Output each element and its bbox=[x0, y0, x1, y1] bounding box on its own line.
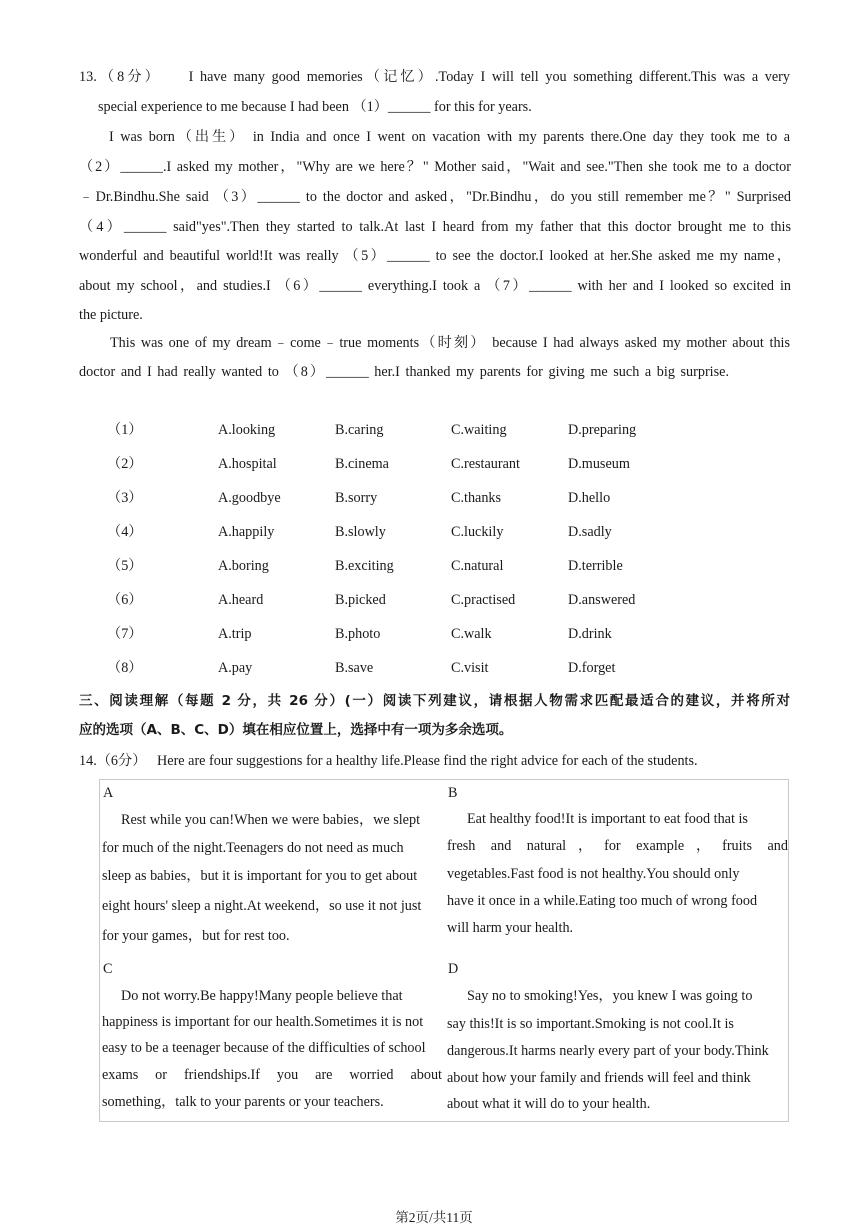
suggestion-line: Do not worry.Be happy!Many people believe that bbox=[121, 988, 403, 1004]
option-b[interactable]: B.cinema bbox=[335, 456, 389, 472]
suggestion-label: B bbox=[448, 785, 458, 801]
q13-line: ﹣Dr.Bindhu.She said （3）______ to the doctor and asked，"Dr.Bindhu，do you still remember me？" Surprised bbox=[79, 189, 791, 205]
option-b[interactable]: B.sorry bbox=[335, 490, 378, 506]
option-b[interactable]: B.save bbox=[335, 660, 374, 676]
suggestion-line: about how your family and friends will feel and think bbox=[447, 1070, 751, 1086]
option-d[interactable]: D.forget bbox=[568, 660, 616, 676]
option-b[interactable]: B.caring bbox=[335, 422, 384, 438]
option-c[interactable]: C.waiting bbox=[451, 422, 507, 438]
option-d[interactable]: D.answered bbox=[568, 592, 636, 608]
option-d[interactable]: D.preparing bbox=[568, 422, 637, 438]
suggestion-line: have it once in a while.Eating too much of wrong food bbox=[447, 893, 758, 909]
option-c[interactable]: C.luckily bbox=[451, 524, 504, 540]
suggestion-line: Eat healthy food!It is important to eat food that is bbox=[467, 811, 748, 827]
option-d[interactable]: D.terrible bbox=[568, 558, 623, 574]
option-c[interactable]: C.practised bbox=[451, 592, 516, 608]
suggestion-label: A bbox=[103, 785, 114, 801]
option-b[interactable]: B.exciting bbox=[335, 558, 394, 574]
option-c[interactable]: C.restaurant bbox=[451, 456, 520, 472]
option-b[interactable]: B.picked bbox=[335, 592, 386, 608]
option-a[interactable]: A.hospital bbox=[218, 456, 277, 472]
suggestion-line: easy to be a teenager because of the difficulties of school bbox=[102, 1040, 426, 1056]
q14-intro: 14.（6分） Here are four suggestions for a healthy life.Please find the right advice for each of the students. bbox=[79, 753, 698, 769]
option-a[interactable]: A.happily bbox=[218, 524, 275, 540]
option-b[interactable]: B.photo bbox=[335, 626, 381, 642]
suggestion-line: fresh and natural，for example，fruits and bbox=[447, 838, 788, 854]
option-a[interactable]: A.looking bbox=[218, 422, 276, 438]
q13-line: doctor and I had really wanted to （8）______ her.I thanked my parents for giving me such a big surprise. bbox=[79, 364, 729, 380]
option-number: （3） bbox=[107, 490, 143, 506]
q13-line: about my school，and studies.I （6）______ everything.I took a （7）______ with her and I looked so excited in bbox=[79, 278, 791, 294]
q13-line: special experience to me because I had been （1）______ for this for years. bbox=[98, 99, 532, 115]
q13-line: wonderful and beautiful world!It was really （5）______ to see the doctor.I looked at her.She asked me my name， bbox=[79, 248, 791, 264]
option-a[interactable]: A.boring bbox=[218, 558, 269, 574]
option-number: （6） bbox=[107, 592, 143, 608]
section-heading-line: 三、阅读理解（每题 2 分，共 26 分）(一）阅读下列建议，请根据人物需求匹配最适合的建议，并将所对 bbox=[79, 693, 790, 709]
suggestion-line: happiness is important for our health.Sometimes it is not bbox=[102, 1014, 424, 1030]
suggestion-line: vegetables.Fast food is not healthy.You should only bbox=[447, 866, 740, 882]
option-a[interactable]: A.heard bbox=[218, 592, 264, 608]
option-c[interactable]: C.visit bbox=[451, 660, 489, 676]
section-heading-line: 应的选项（A、B、C、D）填在相应位置上，选择中有一项为多余选项。 bbox=[79, 722, 513, 738]
option-number: （1） bbox=[107, 422, 143, 438]
option-d[interactable]: D.drink bbox=[568, 626, 612, 642]
option-d[interactable]: D.sadly bbox=[568, 524, 612, 540]
option-c[interactable]: C.thanks bbox=[451, 490, 502, 506]
suggestion-line: Rest while you can!When we were babies，we slept bbox=[121, 812, 421, 828]
option-number: （4） bbox=[107, 524, 143, 540]
suggestion-line: for much of the night.Teenagers do not need as much bbox=[102, 840, 404, 856]
q13-line: I was born（出生） in India and once I went on vacation with my parents there.One day they took me to a bbox=[109, 129, 790, 145]
q13-line: 13.（8分） I have many good memories（记忆）.Today I will tell you something different.This was a very bbox=[79, 69, 790, 85]
q13-line: the picture. bbox=[79, 307, 143, 323]
suggestion-line: sleep as babies，but it is important for you to get about bbox=[102, 868, 418, 884]
option-a[interactable]: A.pay bbox=[218, 660, 253, 676]
suggestion-line: something，talk to your parents or your teachers. bbox=[102, 1094, 384, 1110]
option-a[interactable]: A.trip bbox=[218, 626, 252, 642]
option-c[interactable]: C.natural bbox=[451, 558, 504, 574]
suggestion-line: exams or friendships.If you are worried about bbox=[102, 1067, 442, 1083]
option-b[interactable]: B.slowly bbox=[335, 524, 386, 540]
option-a[interactable]: A.goodbye bbox=[218, 490, 281, 506]
suggestion-line: eight hours' sleep a night.At weekend，so use it not just bbox=[102, 898, 422, 914]
q13-line: （2）______.I asked my mother，"Why are we here？" Mother said，"Wait and see."Then she took me to a doctor bbox=[79, 159, 791, 175]
option-number: （8） bbox=[107, 660, 143, 676]
option-d[interactable]: D.hello bbox=[568, 490, 611, 506]
suggestion-line: about what it will do to your health. bbox=[447, 1096, 651, 1112]
option-number: （2） bbox=[107, 456, 143, 472]
q13-line: This was one of my dream﹣come﹣true moments（时刻） because I had always asked my mother about this bbox=[110, 335, 790, 351]
option-number: （7） bbox=[107, 626, 143, 642]
suggestions-table bbox=[99, 779, 789, 1122]
option-d[interactable]: D.museum bbox=[568, 456, 630, 472]
q13-line: （4）______ said"yes".Then they started to talk.At last I heard from my father that this doctor brought me to this bbox=[79, 219, 791, 235]
suggestion-label: D bbox=[448, 961, 459, 977]
suggestion-line: say this!It is so important.Smoking is not cool.It is bbox=[447, 1016, 734, 1032]
suggestion-line: dangerous.It harms nearly every part of your body.Think bbox=[447, 1043, 769, 1059]
page-footer: 第2页/共11页 bbox=[395, 1210, 473, 1225]
suggestion-line: Say no to smoking!Yes，you knew I was going to bbox=[467, 988, 753, 1004]
option-c[interactable]: C.walk bbox=[451, 626, 492, 642]
option-number: （5） bbox=[107, 558, 143, 574]
suggestion-line: will harm your health. bbox=[447, 920, 574, 936]
suggestion-line: for your games，but for rest too. bbox=[102, 928, 290, 944]
suggestion-label: C bbox=[103, 961, 113, 977]
